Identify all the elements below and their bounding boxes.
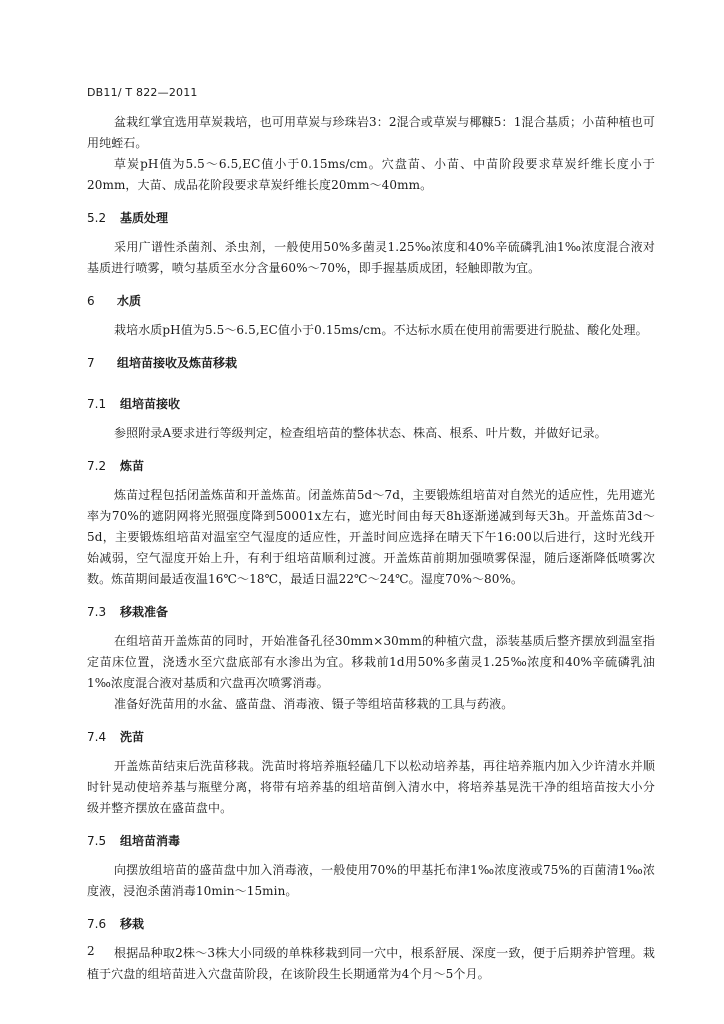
heading-number: 6: [87, 294, 95, 308]
section-gap: [87, 382, 655, 394]
heading-number: 7.2: [87, 459, 107, 473]
heading-title: 水质: [117, 294, 142, 308]
paragraph: 根据品种取2株～3株大小同级的单株移栽到同一穴中，根系舒展、深度一致，便于后期养护管理。栽植于穴盘的组培苗进入穴盘苗阶段，在该阶段生长期通常为4个月～5个月。: [87, 946, 655, 981]
section-gap: [87, 444, 655, 456]
paragraph: 向摆放组培苗的盛苗盘中加入消毒液，一般使用70%的甲基托布津1‰浓度液或75%的百菌清1‰浓度液，浸泡杀菌消毒10min～15min。: [87, 863, 655, 898]
section-heading: [87, 831, 655, 852]
section-heading: [87, 456, 655, 477]
heading-title: 移栽准备: [120, 605, 169, 619]
heading-title: 炼苗: [120, 459, 145, 473]
section-gap: [87, 819, 655, 831]
section-heading: [87, 914, 655, 935]
heading-number: 5.2: [87, 211, 107, 225]
heading-gap: [87, 312, 655, 320]
heading-gap: [87, 623, 655, 631]
heading-gap: [87, 229, 655, 237]
heading-gap: [87, 852, 655, 860]
heading-number: 7.4: [87, 730, 107, 744]
paragraph: 参照附录A要求进行等级判定，检查组培苗的整体状态、株高、根系、叶片数，并做好记录。: [114, 426, 607, 440]
chapter-heading: [87, 353, 655, 374]
document-body: [87, 112, 655, 985]
paragraph: 盆栽红掌宜选用草炭栽培，也可用草炭与珍珠岩3：2混合或草炭与椰糠5：1混合基质；小苗种植也可用纯蛭石。: [87, 115, 655, 150]
heading-title: 组培苗消毒: [120, 834, 181, 848]
document-header: DB11/ T 822—2011: [87, 86, 198, 99]
page-number: 2: [87, 944, 95, 958]
header-rule: [87, 102, 637, 103]
section-heading: [87, 727, 655, 748]
section-gap: [87, 279, 655, 291]
heading-number: 7.3: [87, 605, 107, 619]
heading-number: 7.1: [87, 397, 107, 411]
section-heading: [87, 602, 655, 623]
heading-number: 7: [87, 356, 95, 370]
heading-title: 洗苗: [120, 730, 145, 744]
section-gap: [87, 341, 655, 353]
paragraph: 草炭pH值为5.5～6.5,EC值小于0.15ms/cm。穴盘苗、小苗、中苗阶段要求草炭纤维长度小于20mm，大苗、成品花阶段要求草炭纤维长度20mm～40mm。: [87, 157, 655, 192]
paragraph: 在组培苗开盖炼苗的同时，开始准备孔径30mm×30mm的种植穴盘，添装基质后整齐摆放到温室指定苗床位置，浇透水至穴盘底部有水渗出为宜。移栽前1d用50%多菌灵1.25‰浓度和40%辛硫磷乳油1‰浓度混合液对基质和穴盘再次喷雾消毒。: [87, 634, 655, 690]
heading-title: 组培苗接收: [120, 397, 181, 411]
heading-gap: [87, 477, 655, 485]
section-gap: [87, 196, 655, 208]
paragraph: 炼苗过程包括闭盖炼苗和开盖炼苗。闭盖炼苗5d～7d，主要锻炼组培苗对自然光的适应性，先用遮光率为70%的遮阴网将光照强度降到50001x左右，遮光时间由每天8h逐渐递减到每天3h。开盖炼苗3d～5d，主要锻炼组培苗对温室空气湿度的适应性，开盖时间应选择在晴天下午16:00以后进行，这时光线开始减弱，空气湿度开始上升，有利于组培苗顺利过渡。开盖炼苗前期加强喷雾保湿，随后逐渐降低喷雾次数。炼苗期间最适夜温16℃～18℃，最适日温22℃～24℃。湿度70%～80%。: [87, 488, 655, 586]
heading-gap: [87, 748, 655, 756]
section-gap: [87, 902, 655, 914]
paragraph: 栽培水质pH值为5.5～6.5,EC值小于0.15ms/cm。不达标水质在使用前需要进行脱盐、酸化处理。: [114, 323, 648, 337]
chapter-heading: [87, 291, 655, 312]
paragraph: 开盖炼苗结束后洗苗移栽。洗苗时将培养瓶轻磕几下以松动培养基，再往培养瓶内加入少许清水并顺时针晃动使培养基与瓶壁分离，将带有培养基的组培苗倒入清水中，将培养基晃洗干净的组培苗按大小分级并整齐摆放在盛苗盘中。: [87, 759, 655, 815]
heading-title: 组培苗接收及炼苗移栽: [117, 356, 238, 370]
section-heading: [87, 208, 655, 229]
section-gap: [87, 590, 655, 602]
heading-gap: [87, 415, 655, 423]
heading-title: 移栽: [120, 917, 145, 931]
heading-gap: [87, 935, 655, 943]
heading-title: 基质处理: [120, 211, 169, 225]
heading-gap: [87, 374, 655, 382]
heading-number: 7.6: [87, 917, 107, 931]
section-gap: [87, 715, 655, 727]
paragraph: 准备好洗苗用的水盆、盛苗盘、消毒液、镊子等组培苗移栽的工具与药液。: [114, 697, 514, 711]
section-heading: [87, 394, 655, 415]
paragraph: 采用广谱性杀菌剂、杀虫剂，一般使用50%多菌灵1.25‰浓度和40%辛硫磷乳油1‰浓度混合液对基质进行喷雾，喷匀基质至水分含量60%～70%，即手握基质成团，轻触即散为宜。: [87, 240, 655, 275]
heading-number: 7.5: [87, 834, 107, 848]
